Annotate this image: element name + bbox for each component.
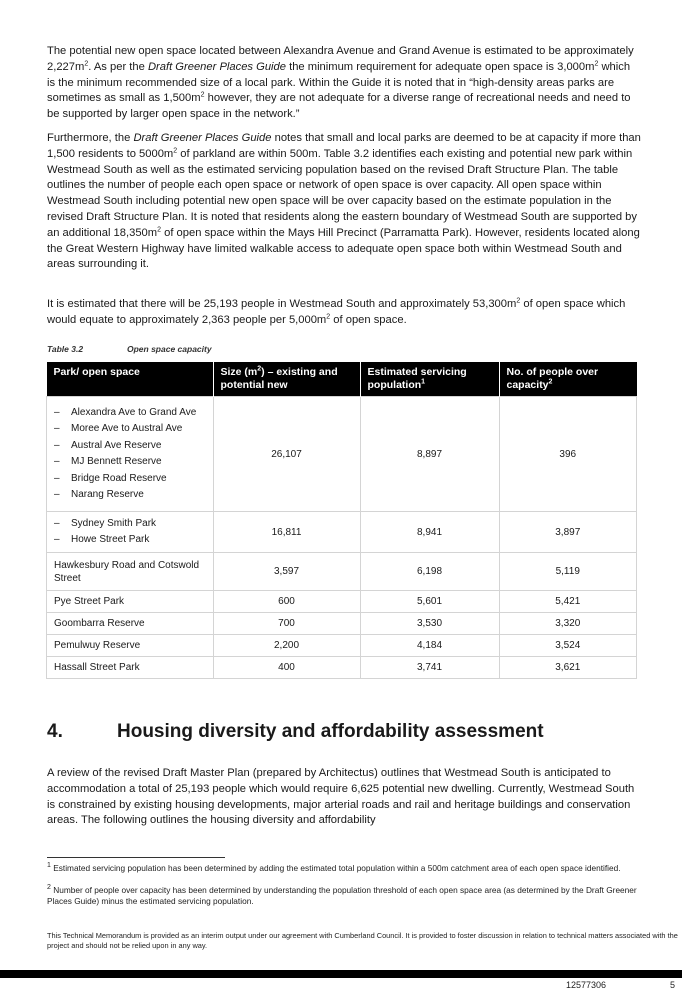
header-park <box>47 362 214 397</box>
header-over-capacity <box>499 362 637 397</box>
footnote-2 <box>47 885 643 906</box>
superscript: 2 <box>200 91 205 99</box>
header-population <box>360 362 499 397</box>
footnote-1 <box>47 863 643 874</box>
footnote-divider <box>47 857 225 858</box>
list-item: – MJ Bennett Reserve <box>54 455 206 468</box>
text-run: which is the minimum recommended size of a local park. Within the Guide it is noted that in “high-density areas parks are sometimes as small as 1,500m <box>47 60 631 105</box>
document-code: 12577306 <box>566 980 607 990</box>
over-capacity-cell: 396 <box>499 397 637 512</box>
superscript: 2 <box>157 226 162 234</box>
list-item: – Sydney Smith Park <box>54 517 206 530</box>
over-capacity-cell: 3,320 <box>499 613 637 635</box>
paragraph-capacity <box>47 131 641 273</box>
superscript: 2 <box>326 313 331 321</box>
park-list <box>54 517 206 547</box>
text-run: . As per the <box>88 60 148 73</box>
population-cell: 3,741 <box>360 657 499 679</box>
size-cell: 600 <box>213 591 360 613</box>
footnote-ref: 2 <box>548 378 553 385</box>
section-heading: Housing diversity and affordability assessment <box>117 721 544 742</box>
header-text: Park/ open space <box>53 366 140 378</box>
text-run: of open space within the Mays Hill Precinct (Parramatta Park). However, residents located along the Great Western Highway have limited walkable access to adequate open space both within Westmead South and areas surrounding it. <box>47 226 640 271</box>
over-capacity-cell: 3,524 <box>499 635 637 657</box>
text-run: of open space which would equate to approximately 2,363 people per 5,000m <box>47 298 626 326</box>
footnote-text: Estimated servicing population has been determined by adding the estimated total population within a 500m catchment area of each open space identified. <box>50 863 621 873</box>
table-caption-title: Open space capacity <box>127 344 212 354</box>
size-cell: 3,597 <box>213 553 360 591</box>
text-run: Furthermore, the <box>47 132 134 144</box>
park-cell <box>47 397 214 512</box>
text-run: It is estimated that there will be 25,193 people in Westmead South and approximately 53,300m <box>47 298 517 310</box>
superscript: 2 <box>516 297 521 305</box>
list-item: – Moree Ave to Austral Ave <box>54 422 206 435</box>
size-cell: 26,107 <box>213 397 360 512</box>
text-run: of parkland are within 500m. Table 3.2 identifies each existing and potential new park within Westmead South as well as the estimated servicing population based on the revised Draft Structure Plan. The table outlines the number of people each open space or network of open space is over capacity. All open space within Westmead South including potential new open space will be over capacity based on the estimate population in the revised Draft Structure Plan. It is noted that residents along the eastern boundary of Westmead South are supported by an additional 18,350m <box>47 147 637 239</box>
over-capacity-cell: 5,119 <box>499 553 637 591</box>
park-cell <box>47 512 214 553</box>
superscript: 2 <box>84 60 89 68</box>
header-text: Size (m <box>220 366 258 378</box>
park-cell: Pye Street Park <box>47 591 214 613</box>
text-run: notes that small and local parks are deemed to be at capacity if more than 1,500 residents to 5000m <box>47 132 641 160</box>
population-cell: 3,530 <box>360 613 499 635</box>
size-cell: 400 <box>213 657 360 679</box>
footnote-text: Number of people over capacity has been determined by understanding the population threshold of each open space area (as determined by the Draft Greener Places Guide) minus the estimated servicing population. <box>47 885 637 906</box>
population-cell: 4,184 <box>360 635 499 657</box>
table-row <box>47 635 637 657</box>
park-cell: Goombarra Reserve <box>47 613 214 635</box>
population-cell: 6,198 <box>360 553 499 591</box>
page-number: 5 <box>670 980 676 990</box>
population-cell: 8,941 <box>360 512 499 553</box>
park-cell: Pemulwuy Reserve <box>47 635 214 657</box>
park-list <box>54 406 206 502</box>
table-row <box>47 613 637 635</box>
text-run: of open space. <box>330 313 407 326</box>
table-row <box>47 397 637 512</box>
park-cell: Hawkesbury Road and Cotswold Street <box>47 553 214 591</box>
table-header-row <box>47 362 637 397</box>
footnote-mark: 1 <box>47 862 51 870</box>
list-item: – Austral Ave Reserve <box>54 439 206 452</box>
table-row <box>47 657 637 679</box>
guide-title-italic: Draft Greener Places Guide <box>147 60 286 73</box>
header-text: No. of people over capacity <box>506 366 599 391</box>
superscript: 2 <box>173 147 178 155</box>
table-row <box>47 553 637 591</box>
size-cell: 2,200 <box>213 635 360 657</box>
size-cell: 16,811 <box>213 512 360 553</box>
superscript: 2 <box>594 60 599 68</box>
footnote-mark: 2 <box>47 884 51 892</box>
list-item: – Bridge Road Reserve <box>54 472 206 485</box>
header-text: ) – existing and potential new <box>220 366 338 391</box>
park-cell: Hassall Street Park <box>47 657 214 679</box>
header-text: Estimated servicing population <box>367 366 467 391</box>
over-capacity-cell: 5,421 <box>499 591 637 613</box>
table-caption-number: Table 3.2 <box>47 344 84 354</box>
list-item: – Alexandra Ave to Grand Ave <box>54 406 206 419</box>
paragraph-housing-review: A review of the revised Draft Master Plan (prepared by Architectus) outlines that Westmead South is anticipated to accommodation a total of 25,193 people which would require 6,625 potential new dwelling. Currently, Westmead South is constrained by existing housing developments, major arterial roads and rail and heritage buildings and conservation areas. The following outlines the housing diversity and affordability <box>47 767 635 827</box>
list-item: – Howe Street Park <box>54 533 206 546</box>
population-cell: 8,897 <box>360 397 499 512</box>
population-cell: 5,601 <box>360 591 499 613</box>
header-size <box>213 362 360 397</box>
table-row <box>47 512 637 553</box>
section-number: 4. <box>47 721 63 742</box>
text-run: The potential new open space located between Alexandra Avenue and Grand Avenue is estimated to be approximately 2,227m <box>47 45 634 73</box>
guide-title-italic: Draft Greener Places Guide <box>133 132 272 144</box>
table-caption <box>47 344 212 354</box>
footnote-ref: 1 <box>421 378 426 385</box>
paragraph-open-space-size <box>47 44 641 123</box>
disclaimer: This Technical Memorandum is provided as an interim output under our agreement with Cumberland Council. It is provided to foster discussion in relation to technical matters associated with the project and should not be relied upon in any way. <box>47 931 678 950</box>
table-row <box>47 591 637 613</box>
size-cell: 700 <box>213 613 360 635</box>
list-item: – Narang Reserve <box>54 488 206 501</box>
open-space-capacity-table <box>46 362 637 679</box>
over-capacity-cell: 3,621 <box>499 657 637 679</box>
text-run: the minimum requirement for adequate open space is 3,000m <box>285 60 595 73</box>
text-run: however, they are not adequate for a diverse range of recreational needs and need to be supported by larger open space in the network.” <box>47 92 631 121</box>
paragraph-population-estimate <box>47 297 641 329</box>
over-capacity-cell: 3,897 <box>499 512 637 553</box>
footer-bar <box>0 970 682 978</box>
superscript: 2 <box>257 365 262 373</box>
